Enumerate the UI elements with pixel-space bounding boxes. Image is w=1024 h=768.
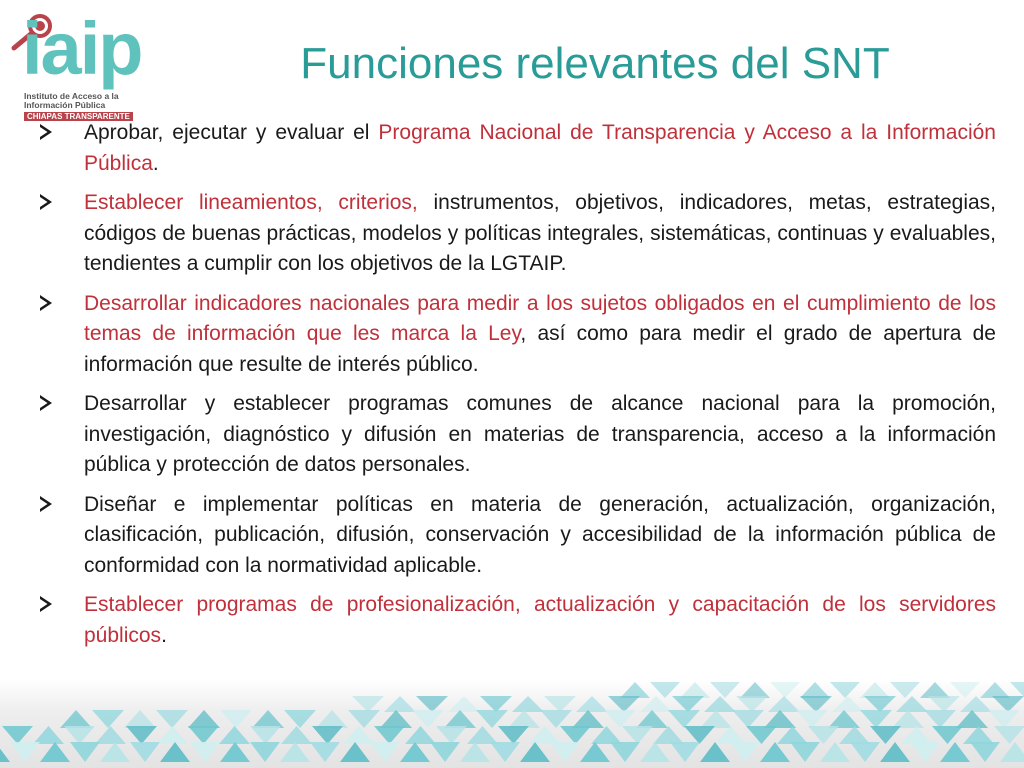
bullet-text: Aprobar, ejecutar y evaluar el [84, 121, 379, 144]
arrow-bullet-icon [38, 494, 54, 514]
logo-subtitle-line: Información Pública [24, 100, 106, 110]
bullet-text: . [161, 623, 167, 647]
logo-subtitle-line: Instituto de Acceso a la [24, 91, 119, 101]
bullet-text-highlight: Establecer lineamientos, criterios, [84, 191, 418, 214]
arrow-bullet-icon [38, 594, 54, 614]
bullet-item [34, 118, 996, 179]
bullet-item [34, 188, 996, 280]
slide-title: Funciones relevantes del SNT [300, 39, 890, 88]
bullet-text-highlight: Establecer programas de profesionalización, actualización y capacitación de los servidores públicos [84, 593, 996, 647]
arrow-bullet-icon [38, 393, 54, 413]
decorative-triangle-band [0, 680, 1024, 768]
bullet-text: . [152, 151, 159, 175]
bullet-text-highlight: Desarrollar indicadores nacionales para medir a los sujetos obligados en el cumplimiento de los temas de información que les marca la Ley [84, 291, 996, 345]
bullet-item [34, 490, 996, 582]
bullet-text: instrumentos, objetivos, indicadores, metas, estrategias, códigos de buenas prácticas, modelos y políticas integrales, sistemáticas, continuas y evaluables, tendientes a cumplir con los objetivos de la LGTAIP. [84, 191, 996, 275]
bullet-text: , así como para medir el grado de apertura de información que resulte de interés público. [84, 322, 996, 376]
bullet-list [34, 118, 996, 660]
arrow-bullet-icon [38, 122, 54, 142]
arrow-bullet-icon [38, 293, 54, 313]
bullet-item [34, 289, 996, 381]
logo-wordmark: iaip [22, 7, 142, 90]
iaip-logo [6, 7, 166, 121]
arrow-bullet-icon [38, 192, 54, 212]
bullet-text-highlight: Programa Nacional de Transparencia y Acceso a la Información Pública [84, 121, 996, 175]
bullet-item [34, 389, 996, 481]
bullet-text: Desarrollar y establecer programas comunes de alcance nacional para la promoción, investigación, diagnóstico y difusión en materias de transparencia, acceso a la información pública y protección de datos personales. [84, 392, 996, 476]
bullet-item [34, 590, 996, 651]
logo-tagline: CHIAPAS TRANSPARENTE [24, 112, 133, 121]
logo-subtitle [24, 92, 134, 110]
bullet-text: Diseñar e implementar políticas en materia de generación, actualización, organización, clasificación, publicación, difusión, conservación y accesibilidad de la información pública de conformidad con la normatividad aplicable. [84, 492, 996, 577]
